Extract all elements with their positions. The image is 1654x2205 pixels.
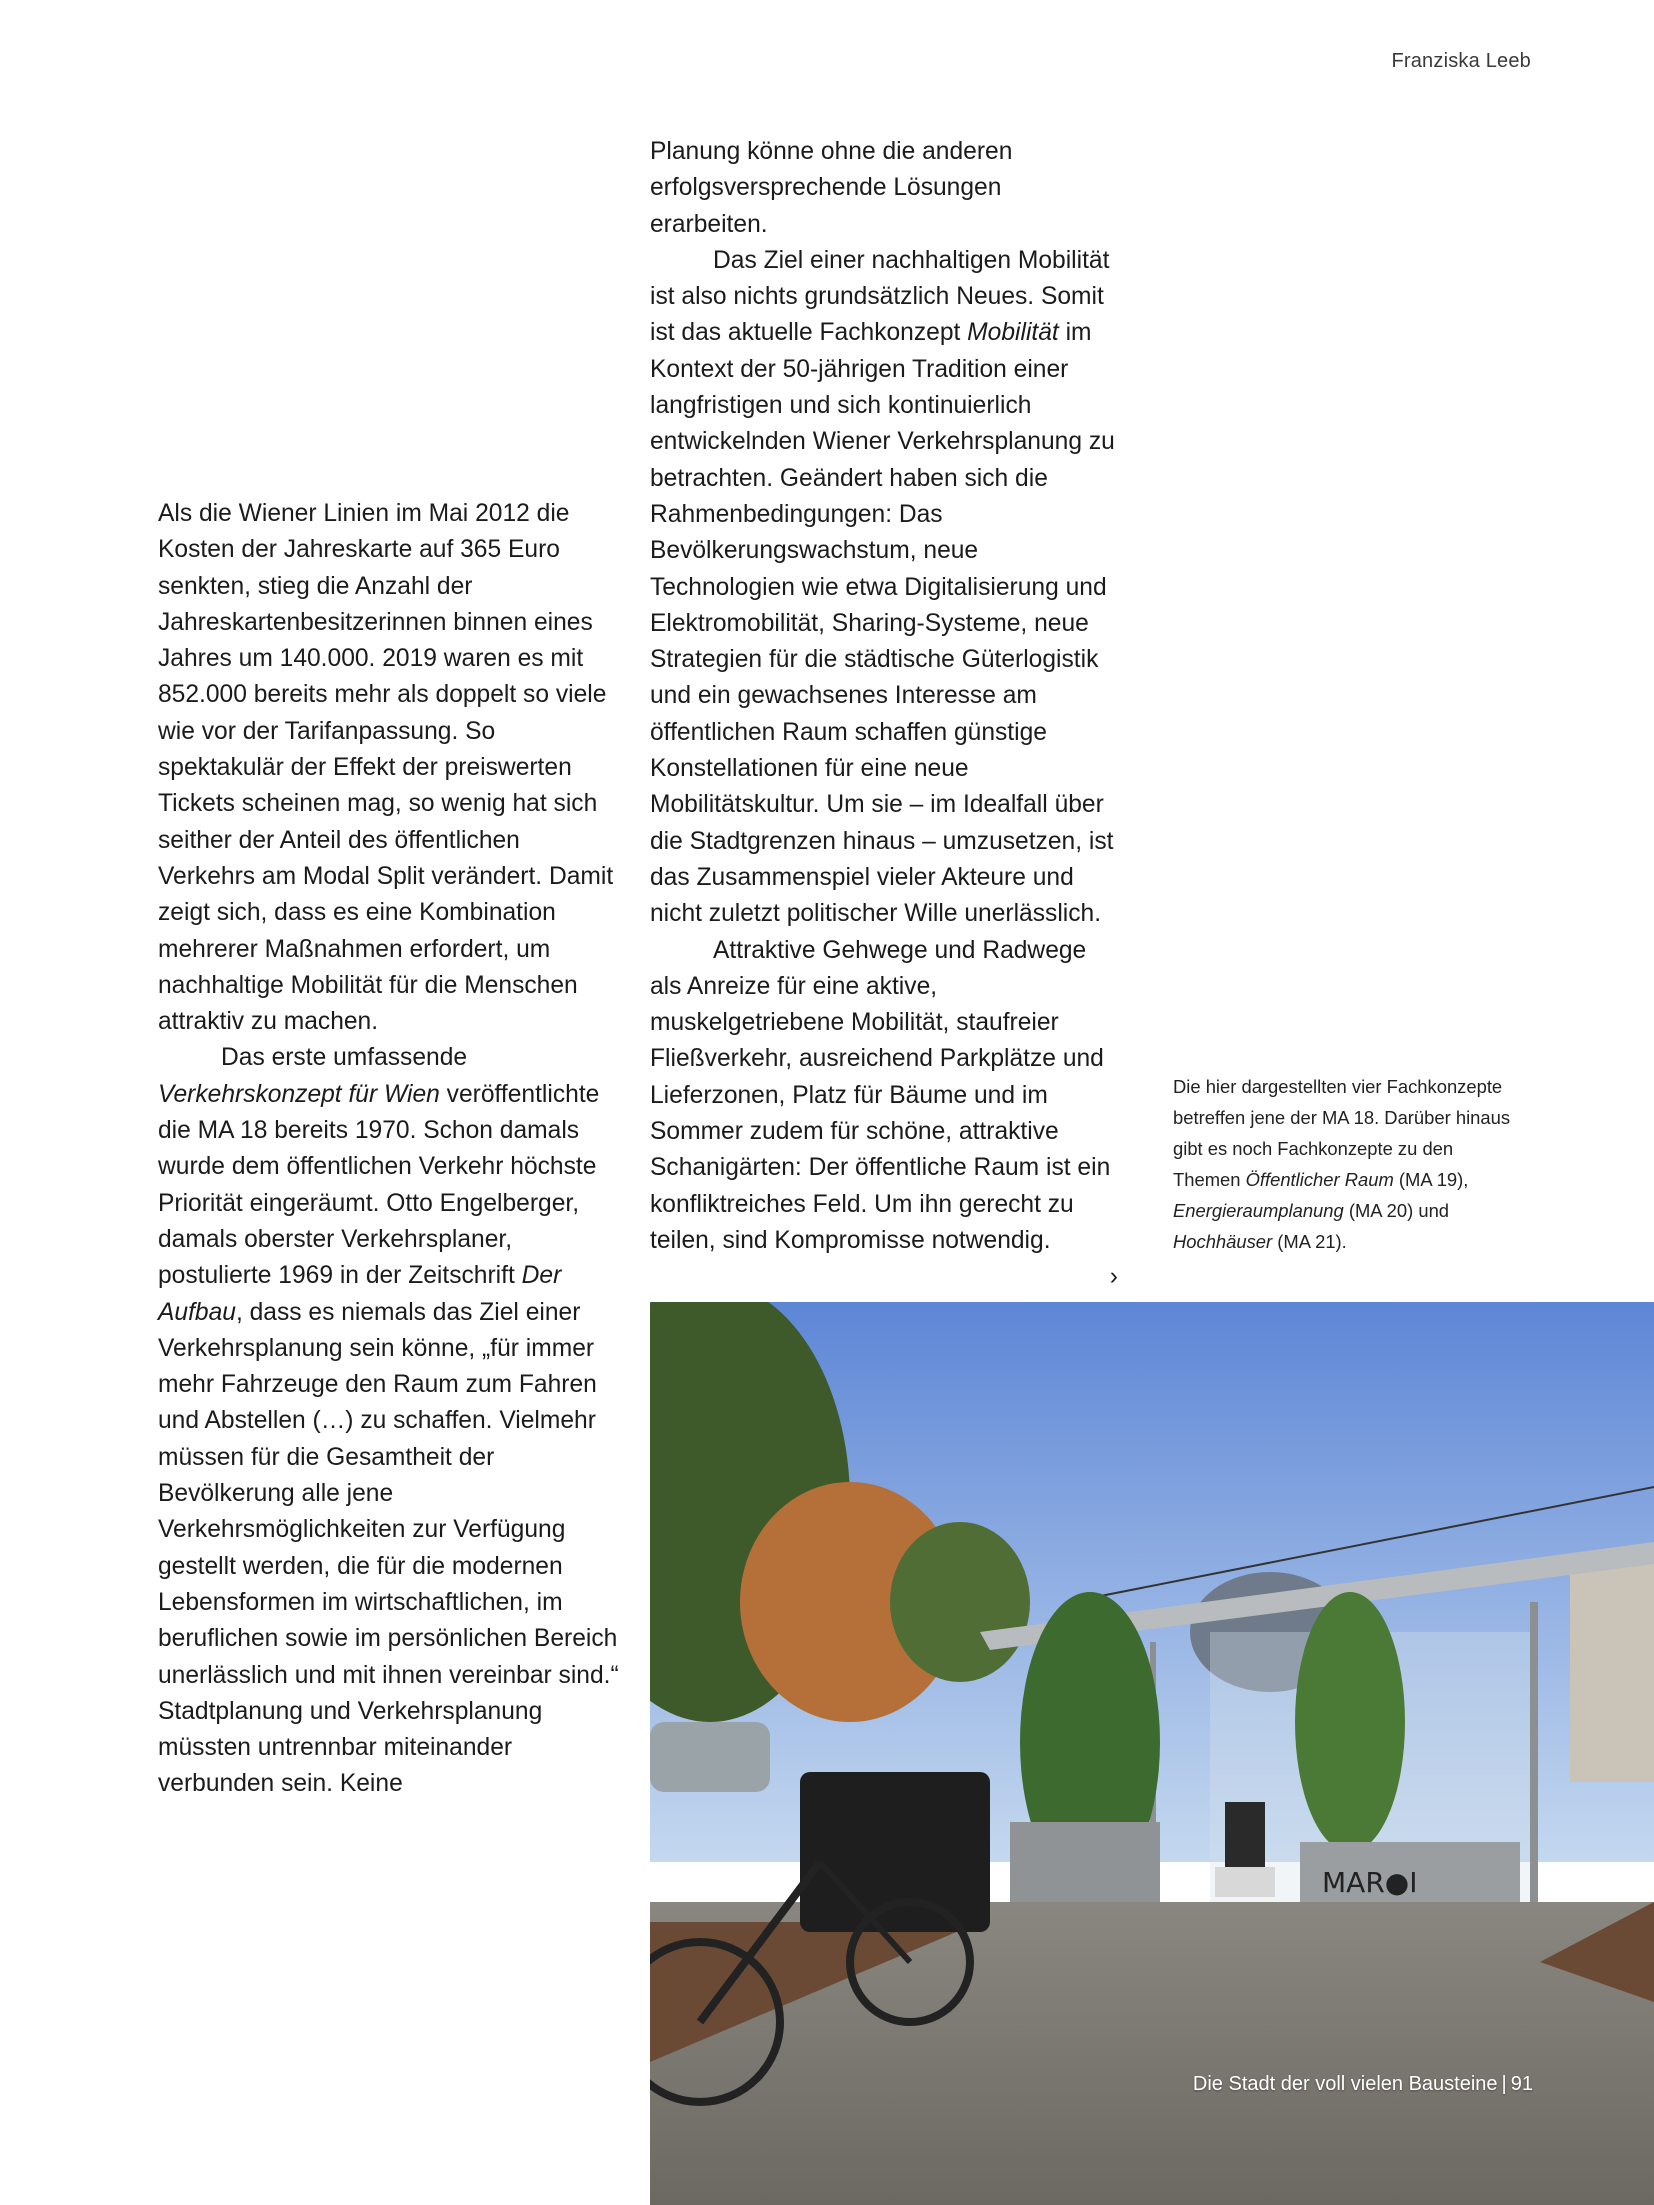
middle-text-column	[650, 134, 1120, 1296]
side-caption: Die hier dargestellten vier Fachkonzepte betreffen jene der MA 18. Darüber hinaus gibt es noch Fachkonzepte zu den Themen Öffentlicher Raum (MA 19), Energieraumplanung (MA 20) und Hochhäuser (MA 21).	[1173, 1076, 1511, 1252]
building	[1570, 1562, 1654, 1782]
paragraph: Attraktive Gehwege und Radwege als Anreize für eine aktive, muskelgetriebene Mobilität, staufreier Fließverkehr, ausreichend Parkplätze und Lieferzonen, Platz für Bäume und im Sommer zudem für schöne, attraktive Schanigärten: Der öffentliche Raum ist ein konfliktreiches Feld. Um ihn gerecht zu teilen, sind Kompromisse notwendig. ›	[650, 933, 1120, 1260]
running-header-author: Franziska Leeb	[1391, 50, 1531, 72]
continue-arrow-icon: ›	[1109, 1263, 1118, 1291]
paragraph: Planung könne ohne die anderen erfolgsversprechende Lösungen erarbeiten.	[650, 138, 1013, 238]
page-number: 91	[1510, 2073, 1533, 2095]
photo-illustration	[650, 1302, 1654, 2205]
page-footer: Die Stadt der voll vielen Bausteine | 91	[1192, 2073, 1533, 2095]
paragraph: Als die Wiener Linien im Mai 2012 die Kosten der Jahreskarte auf 365 Euro senkten, stieg die Anzahl der Jahreskartenbesitzerinnen binnen eines Jahres um 140.000. 2019 waren es mit 852.000 bereits mehr als doppelt so viele wie vor der Tarifanpassung. So spektakulär der Effekt der preiswerten Tickets scheinen mag, so wenig hat sich seither der Anteil des öffentlichen Verkehrs am Modal Split verändert. Damit zeigt sich, dass es eine Kombination mehrerer Maßnahmen erfordert, um nachhaltige Mobilität für die Menschen attraktiv zu machen.	[158, 500, 614, 1036]
seated-person	[1225, 1802, 1265, 1872]
parked-car	[650, 1722, 770, 1792]
graffiti: MAR●I	[1322, 1866, 1418, 1899]
paragraph: Das erste umfassende Verkehrskonzept für Wien veröffentlichte die MA 18 bereits 1970. Schon damals wurde dem öffentlichen Verkehr höchste Priorität eingeräumt. Otto Engelberger, damals oberster Verkehrsplaner, postulierte 1969 in der Zeitschrift Der Aufbau, dass es niemals das Ziel einer Verkehrsplanung sein könne, „für immer mehr Fahrzeuge den Raum zum Fahren und Abstellen (…) zu schaffen. Vielmehr müssen für die Gesamtheit der Bevölkerung alle jene Verkehrsmöglichkeiten zur Verfügung gestellt werden, die für die modernen Lebensformen im wirtschaftlichen, im beruflichen sowie im persönlichen Bereich unerlässlich und mit ihnen vereinbar sind.“ Stadtplanung und Verkehrsplanung müssten untrennbar miteinander verbunden sein. Keine	[158, 1044, 619, 1798]
left-text-column	[158, 496, 623, 1803]
bus-stop-photo	[650, 1302, 1654, 2205]
paragraph: Das Ziel einer nachhaltigen Mobilität ist also nichts grundsätzlich Neues. Somit ist das aktuelle Fachkonzept Mobilität im Kontext der 50-jährigen Tradition einer langfristigen und sich kontinuierlich entwickelnden Wiener Verkehrsplanung zu betrachten. Geändert haben sich die Rahmenbedingungen: Das Bevölkerungswachstum, neue Technologien wie etwa Digitalisierung und Elektromobilität, Sharing-Systeme, neue Strategien für die städtische Güterlogistik und ein gewachsenes Interesse am öffentlichen Raum schaffen günstige Konstellationen für eine neue Mobilitätskultur. Um sie – im Idealfall über die Stadtgrenzen hinaus – umzusetzen, ist das Zusammenspiel vieler Akteure und nicht zuletzt politischer Wille unerlässlich.	[650, 246, 1115, 928]
